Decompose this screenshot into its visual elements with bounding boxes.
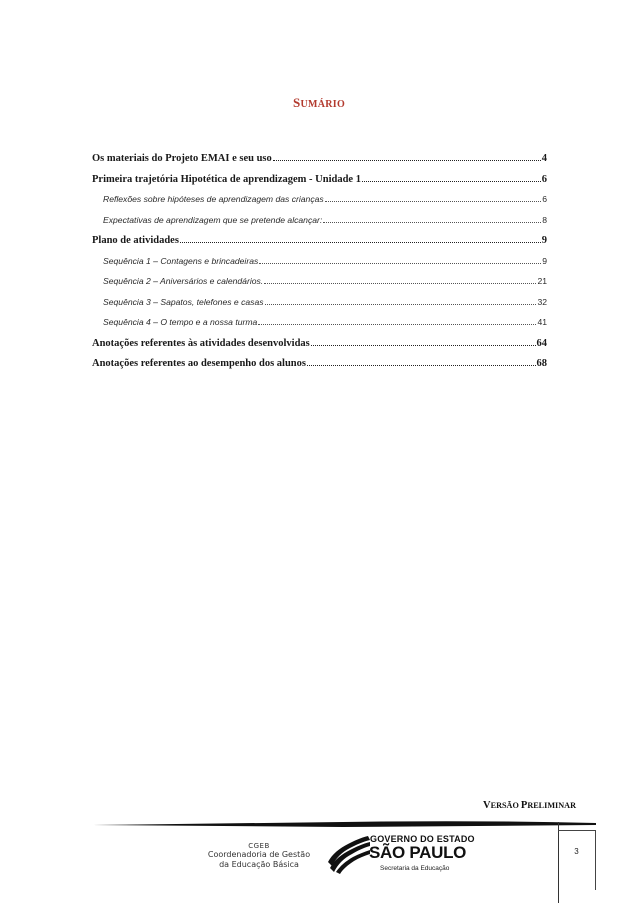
toc-entry-label: Anotações referentes às atividades desenvolvidas: [92, 337, 310, 349]
logo-line3: Secretaria da Educação: [380, 865, 450, 872]
cgeb-logo: [200, 842, 318, 870]
toc-entry[interactable]: [92, 232, 547, 253]
toc-leader: [258, 314, 536, 325]
table-of-contents: [92, 150, 547, 376]
toc-entry-label: Plano de atividades: [92, 235, 179, 246]
toc-entry-page: 64: [536, 337, 547, 349]
toc-leader: [311, 335, 536, 346]
toc-entry[interactable]: [92, 335, 547, 356]
toc-entry-page: 41: [537, 317, 547, 327]
version-rest-2: RELIMINAR: [527, 801, 576, 810]
title-initial: S: [292, 95, 301, 110]
toc-subentry[interactable]: [92, 212, 547, 233]
toc-entry-label: Os materiais do Projeto EMAI e seu uso: [92, 153, 272, 164]
toc-subentry[interactable]: [92, 314, 547, 335]
toc-entry-page: 9: [542, 255, 547, 266]
toc-entry-page: 8: [542, 214, 547, 225]
toc-leader: [323, 212, 541, 223]
toc-entry-page: 9: [541, 235, 547, 246]
toc-leader: [273, 150, 541, 161]
toc-entry-label: Sequência 3 – Sapatos, telefones e casas: [103, 296, 264, 307]
toc-subentry[interactable]: [92, 273, 547, 294]
toc-entry-label: Reflexões sobre hipóteses de aprendizagem das crianças: [103, 194, 324, 204]
sao-paulo-government-logo: [326, 830, 476, 880]
toc-entry-label: Primeira trajetória Hipotética de aprendizagem - Unidade 1: [92, 173, 361, 185]
toc-leader: [264, 273, 536, 284]
cgeb-name-line2: da Educação Básica: [219, 860, 299, 869]
toc-entry-page: 4: [541, 153, 547, 164]
toc-subentry[interactable]: [92, 191, 547, 212]
toc-entry[interactable]: [92, 171, 547, 192]
version-rest-1: ERSÃO: [490, 801, 521, 810]
toc-entry-label: Sequência 1 – Contagens e brincadeiras: [103, 255, 259, 266]
page-title: [0, 95, 638, 111]
toc-leader: [259, 253, 541, 264]
toc-entry-label: Sequência 4 – O tempo e a nossa turma: [103, 317, 258, 327]
toc-leader: [325, 191, 542, 202]
toc-leader: [307, 355, 536, 366]
toc-leader: [265, 294, 537, 305]
toc-entry[interactable]: [92, 150, 547, 171]
toc-entry-label: Anotações referentes ao desempenho dos alunos: [92, 358, 306, 369]
page-number: 3: [574, 847, 579, 856]
logo-line1: GOVERNO DO ESTADO: [370, 834, 475, 844]
toc-subentry[interactable]: [92, 294, 547, 315]
toc-entry-page: 21: [537, 276, 547, 286]
toc-entry-label: Expectativas de aprendizagem que se pretende alcançar:: [103, 214, 323, 225]
version-initial-1: V: [483, 800, 491, 811]
toc-subentry[interactable]: [92, 253, 547, 274]
version-label: [483, 800, 576, 811]
version-initial-2: P: [520, 800, 528, 811]
toc-entry-page: 6: [541, 173, 547, 185]
title-rest: UMÁRIO: [300, 99, 346, 110]
toc-entry-page: 68: [536, 358, 547, 369]
cgeb-acronym: CGEB: [248, 842, 270, 850]
cgeb-name-line1: Coordenadoria de Gestão: [207, 850, 311, 859]
page-number-box: [558, 830, 596, 890]
footer-rule: [93, 820, 596, 829]
logo-line2: SÃO PAULO: [369, 843, 467, 862]
toc-leader: [362, 171, 541, 182]
toc-entry-page: 6: [542, 194, 547, 204]
sao-paulo-map-icon: [326, 832, 372, 876]
toc-entry-label: Sequência 2 – Aniversários e calendários.: [103, 276, 264, 286]
toc-entry[interactable]: [92, 355, 547, 376]
toc-entry-page: 32: [537, 296, 547, 307]
toc-leader: [180, 232, 541, 243]
